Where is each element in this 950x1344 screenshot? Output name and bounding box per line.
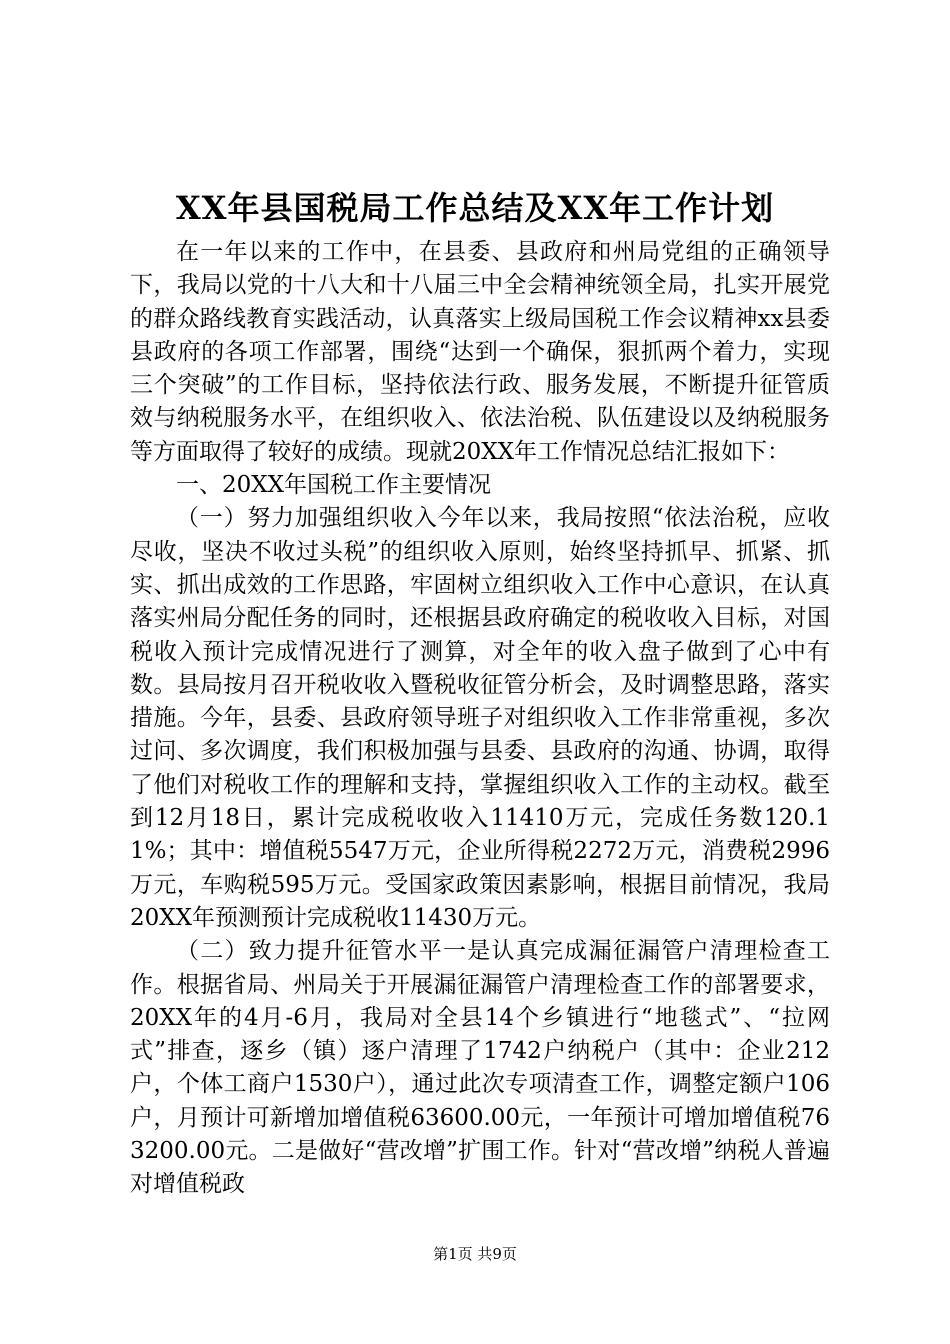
- page-footer: 第1页 共9页: [433, 1245, 517, 1263]
- paragraph-collection: （二）致力提升征管水平一是认真完成漏征漏管户清理检查工作。根据省局、州局关于开展漏征漏管户清理检查工作的部署要求，20XX年的4月-6月，我局对全县14个乡镇进行“地毯式”、“拉网式”排查，逐乡（镇）逐户清理了1742户纳税户（其中：企业212户，个体工商户1530户），通过此次专项清查工作，调整定额户106户，月预计可新增加增值税63600.00元，一年预计可增加增值税763200.00元。二是做好“营改增”扩围工作。针对“营改增”纳税人普遍对增值税政: [130, 938, 830, 1198]
- paragraph-intro: 在一年以来的工作中，在县委、县政府和州局党组的正确领导下，我局以党的十八大和十八届三中全会精神统领全局，扎实开展党的群众路线教育实践活动，认真落实上级局国税工作会议精神xx县委县政府的各项工作部署，围绕“达到一个确保，狠抓两个着力，实现三个突破”的工作目标，坚持依法行政、服务发展，不断提升征管质效与纳税服务水平，在组织收入、依法治税、队伍建设以及纳税服务等方面取得了较好的成绩。现就20XX年工作情况总结汇报如下：: [130, 239, 830, 465]
- paragraph-revenue: （一）努力加强组织收入今年以来，我局按照“依法治税，应收尽收，坚决不收过头税”的组织收入原则，始终坚持抓早、抓紧、抓实、抓出成效的工作思路，牢固树立组织收入工作中心意识，在认真落实州局分配任务的同时，还根据县政府确定的税收收入目标，对国税收入预计完成情况进行了测算，对全年的收入盘子做到了心中有数。县局按月召开税收收入暨税收征管分析会，及时调整思路，落实措施。今年，县委、县政府领导班子对组织收入工作非常重视，多次过问、多次调度，我们积极加强与县委、县政府的沟通、协调，取得了他们对税收工作的理解和支持，掌握组织收入工作的主动权。截至到12月18日，累计完成税收收入11410万元，完成任务数120.11%；其中：增值税5547万元，企业所得税2272万元，消费税2996万元，车购税595万元。受国家政策因素影响，根据目前情况，我局20XX年预测预计完成税收11430万元。: [130, 505, 830, 931]
- section-heading: 一、20XX年国税工作主要情况: [176, 472, 492, 499]
- document-title: XX年县国税局工作总结及XX年工作计划: [175, 189, 775, 227]
- document-body: [130, 236, 830, 1202]
